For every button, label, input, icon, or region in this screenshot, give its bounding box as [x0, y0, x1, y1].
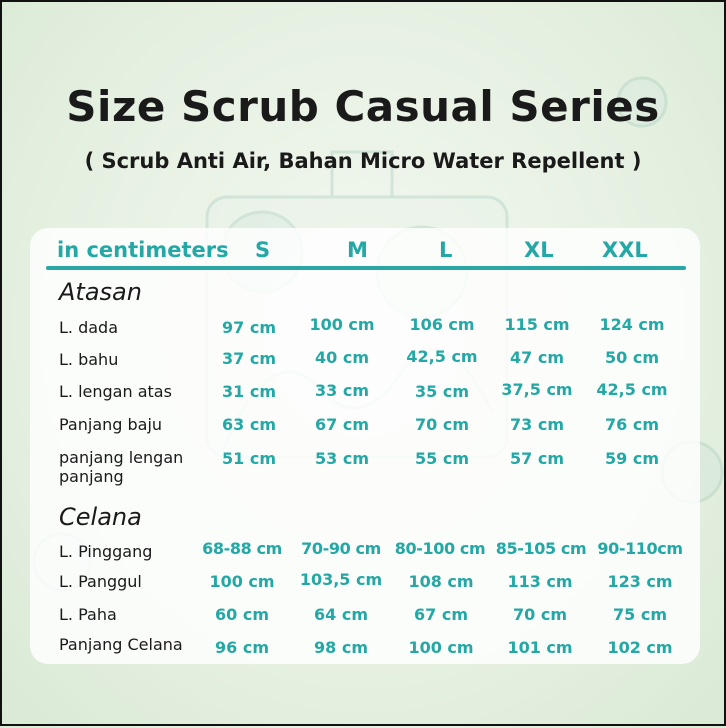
value-cell: 100 cm — [408, 638, 474, 657]
value-cell: 103,5 cm — [299, 570, 383, 589]
value-cell: 57 cm — [510, 449, 564, 468]
value-cell: 53 cm — [315, 449, 369, 468]
size-header-m: M — [347, 238, 368, 262]
section-celana: Celana — [59, 503, 142, 531]
value-cell: 50 cm — [605, 348, 659, 367]
value-cell: 33 cm — [315, 381, 369, 400]
row-label: L. Paha — [59, 605, 117, 624]
size-header-l: L — [439, 238, 453, 262]
value-cell: 51 cm — [222, 449, 276, 468]
size-header-xl: XL — [524, 238, 554, 262]
page-title: Size Scrub Casual Series — [66, 82, 660, 131]
value-cell: 100 cm — [209, 572, 275, 591]
value-cell: 90-110cm — [597, 539, 683, 558]
row-label: L. lengan atas — [59, 382, 172, 401]
value-cell: 73 cm — [510, 415, 564, 434]
value-cell: 115 cm — [504, 315, 570, 334]
value-cell: 106 cm — [409, 315, 475, 334]
value-cell: 42,5 cm — [406, 347, 478, 366]
value-cell: 123 cm — [607, 572, 673, 591]
value-cell: 68-88 cm — [202, 539, 282, 558]
size-header-s: S — [255, 238, 271, 262]
value-cell: 40 cm — [315, 348, 369, 367]
header-divider — [46, 266, 686, 270]
value-cell: 67 cm — [414, 605, 468, 624]
value-cell: 97 cm — [222, 318, 276, 337]
value-cell: 60 cm — [215, 605, 269, 624]
row-label: Panjang Celana — [59, 635, 183, 654]
value-cell: 85-105 cm — [495, 539, 587, 558]
row-label: L. dada — [59, 318, 119, 337]
value-cell: 113 cm — [507, 572, 573, 591]
row-label: L. Pinggang — [59, 542, 153, 561]
value-cell: 102 cm — [607, 638, 673, 657]
value-cell: 59 cm — [605, 449, 659, 468]
value-cell: 47 cm — [510, 348, 564, 367]
section-atasan: Atasan — [59, 278, 142, 306]
size-header-xxl: XXL — [602, 238, 648, 262]
unit-label: in centimeters — [57, 238, 229, 262]
value-cell: 70 cm — [513, 605, 567, 624]
value-cell: 98 cm — [314, 638, 368, 657]
row-label: L. Panggul — [59, 572, 142, 591]
value-cell: 76 cm — [605, 415, 659, 434]
value-cell: 42,5 cm — [596, 380, 668, 399]
value-cell: 35 cm — [415, 382, 469, 401]
value-cell: 37 cm — [222, 349, 276, 368]
value-cell: 100 cm — [309, 315, 375, 334]
value-cell: 31 cm — [222, 382, 276, 401]
value-cell: 70-90 cm — [301, 539, 381, 558]
value-cell: 55 cm — [415, 449, 469, 468]
value-cell: 96 cm — [215, 638, 269, 657]
value-cell: 124 cm — [599, 315, 665, 334]
value-cell: 67 cm — [315, 415, 369, 434]
value-cell: 80-100 cm — [394, 539, 486, 558]
value-cell: 70 cm — [415, 415, 469, 434]
value-cell: 37,5 cm — [501, 380, 573, 399]
value-cell: 64 cm — [314, 605, 368, 624]
row-label: Panjang baju — [59, 415, 163, 434]
row-label: L. bahu — [59, 350, 119, 369]
page-subtitle: ( Scrub Anti Air, Bahan Micro Water Repellent ) — [84, 149, 642, 173]
value-cell: 63 cm — [222, 415, 276, 434]
value-cell: 108 cm — [408, 572, 474, 591]
row-label: panjang lengan panjang — [59, 448, 184, 486]
value-cell: 75 cm — [613, 605, 667, 624]
value-cell: 101 cm — [507, 638, 573, 657]
